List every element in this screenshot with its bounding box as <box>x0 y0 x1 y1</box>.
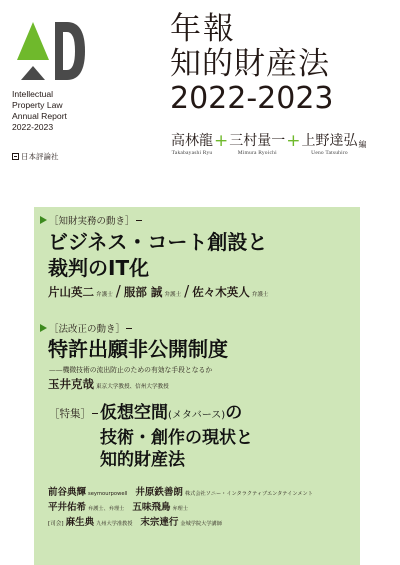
feature-title-text: の <box>225 403 243 423</box>
publisher <box>12 151 59 162</box>
section1-heading <box>48 229 267 281</box>
tag-rule <box>126 328 132 329</box>
author-role: 九州大学准教授 <box>96 521 133 527</box>
triangle-marker-icon <box>40 324 47 332</box>
author-role: seymourpowell <box>88 491 128 497</box>
author-name: 佐々木英人 <box>192 285 250 299</box>
author-role: 弁護士 <box>96 292 113 298</box>
author-name: 五味飛鳥 <box>132 502 171 513</box>
triangle-marker-icon <box>40 216 47 224</box>
english-title-line: Property Law <box>12 100 63 110</box>
english-title-line: Annual Report <box>12 111 67 121</box>
author-role: 弁護士、弁理士 <box>88 506 125 512</box>
feature-tag <box>49 406 98 421</box>
publisher-name: 日本評論社 <box>21 152 59 161</box>
feature-title-line <box>100 402 253 427</box>
book-title <box>170 12 334 116</box>
editors-suffix: 編 <box>358 140 367 149</box>
feature-title-line: 技術・創作の現状と <box>100 428 253 448</box>
feature-title-text: 仮想空間 <box>100 403 168 423</box>
editors <box>171 133 367 156</box>
section2-heading: 特許出願非公開制度 <box>48 337 228 361</box>
plus-separator-icon: + <box>286 131 301 151</box>
author-name: 服部 誠 <box>123 285 163 299</box>
title-line-2: 知的財産法 <box>170 46 330 82</box>
editor-name: 高林龍 <box>171 133 213 149</box>
editor <box>302 133 358 156</box>
feature-authors-row <box>48 514 230 528</box>
author-name: 玉井克哉 <box>48 377 94 391</box>
feature-authors-row <box>48 484 321 498</box>
section2-subtitle: ——機微技術の流出防止のための有効な手段となるか <box>49 366 213 374</box>
moderator-label: [司会] <box>48 521 64 527</box>
author-role: 弁護士 <box>164 292 182 298</box>
editor <box>229 133 285 156</box>
author-name: 前谷典輝 <box>48 487 87 498</box>
author-name: 井原鉄善朗 <box>135 487 183 498</box>
english-title-line: 2022-2023 <box>12 122 54 132</box>
tag-rule <box>136 220 142 221</box>
author-role: 東京大学教授、信州大学教授 <box>96 384 169 390</box>
author-role: 弁理士 <box>172 506 188 512</box>
feature-title-line: 知的財産法 <box>100 450 185 470</box>
author-name: 麻生典 <box>65 517 95 528</box>
section-tag-label: ［法改正の動き］ <box>49 324 126 335</box>
feature-tag-label: ［特集］ <box>49 408 91 420</box>
publisher-mark-icon <box>12 153 19 160</box>
section-tag <box>40 321 132 335</box>
editor-name: 上野達弘 <box>301 133 358 149</box>
author-name: 末宗達行 <box>140 517 179 528</box>
editor-name: 三村量一 <box>229 133 286 149</box>
english-title <box>12 89 122 133</box>
slash-separator: / <box>115 282 121 300</box>
author-role: 株式会社ソニー・インタラクティブエンタテインメント <box>184 491 313 497</box>
plus-separator-icon: + <box>214 131 229 151</box>
tag-rule <box>92 413 98 414</box>
section-tag <box>40 213 142 227</box>
author-role: 金城学院大学講師 <box>180 521 222 527</box>
editor-roman: Ueno Tatsuhiro <box>311 150 348 156</box>
title-line-3: 2022-2023 <box>170 81 334 116</box>
section1-authors <box>48 282 269 300</box>
author-name: 片山英二 <box>48 285 94 299</box>
feature-title-small: (メタバース) <box>168 410 226 421</box>
editor-roman: Mimura Ryoichi <box>237 150 277 156</box>
author-name: 平井佑希 <box>48 502 87 513</box>
english-title-line: Intellectual <box>12 89 54 99</box>
editor-roman: Takabayashi Ryu <box>171 150 213 156</box>
feature-title <box>100 402 253 471</box>
section2-author <box>48 376 169 392</box>
annual-report-logo <box>15 18 87 83</box>
title-line-1: 年報 <box>170 11 236 47</box>
author-role: 弁護士 <box>251 292 269 298</box>
heading-line: 裁判のIT化 <box>48 256 150 280</box>
slash-separator: / <box>184 282 190 300</box>
section-tag-label: ［知財実務の動き］ <box>49 216 135 227</box>
editor <box>171 133 213 156</box>
heading-line: ビジネス・コート創設と <box>48 230 268 254</box>
feature-authors-row <box>48 499 196 513</box>
